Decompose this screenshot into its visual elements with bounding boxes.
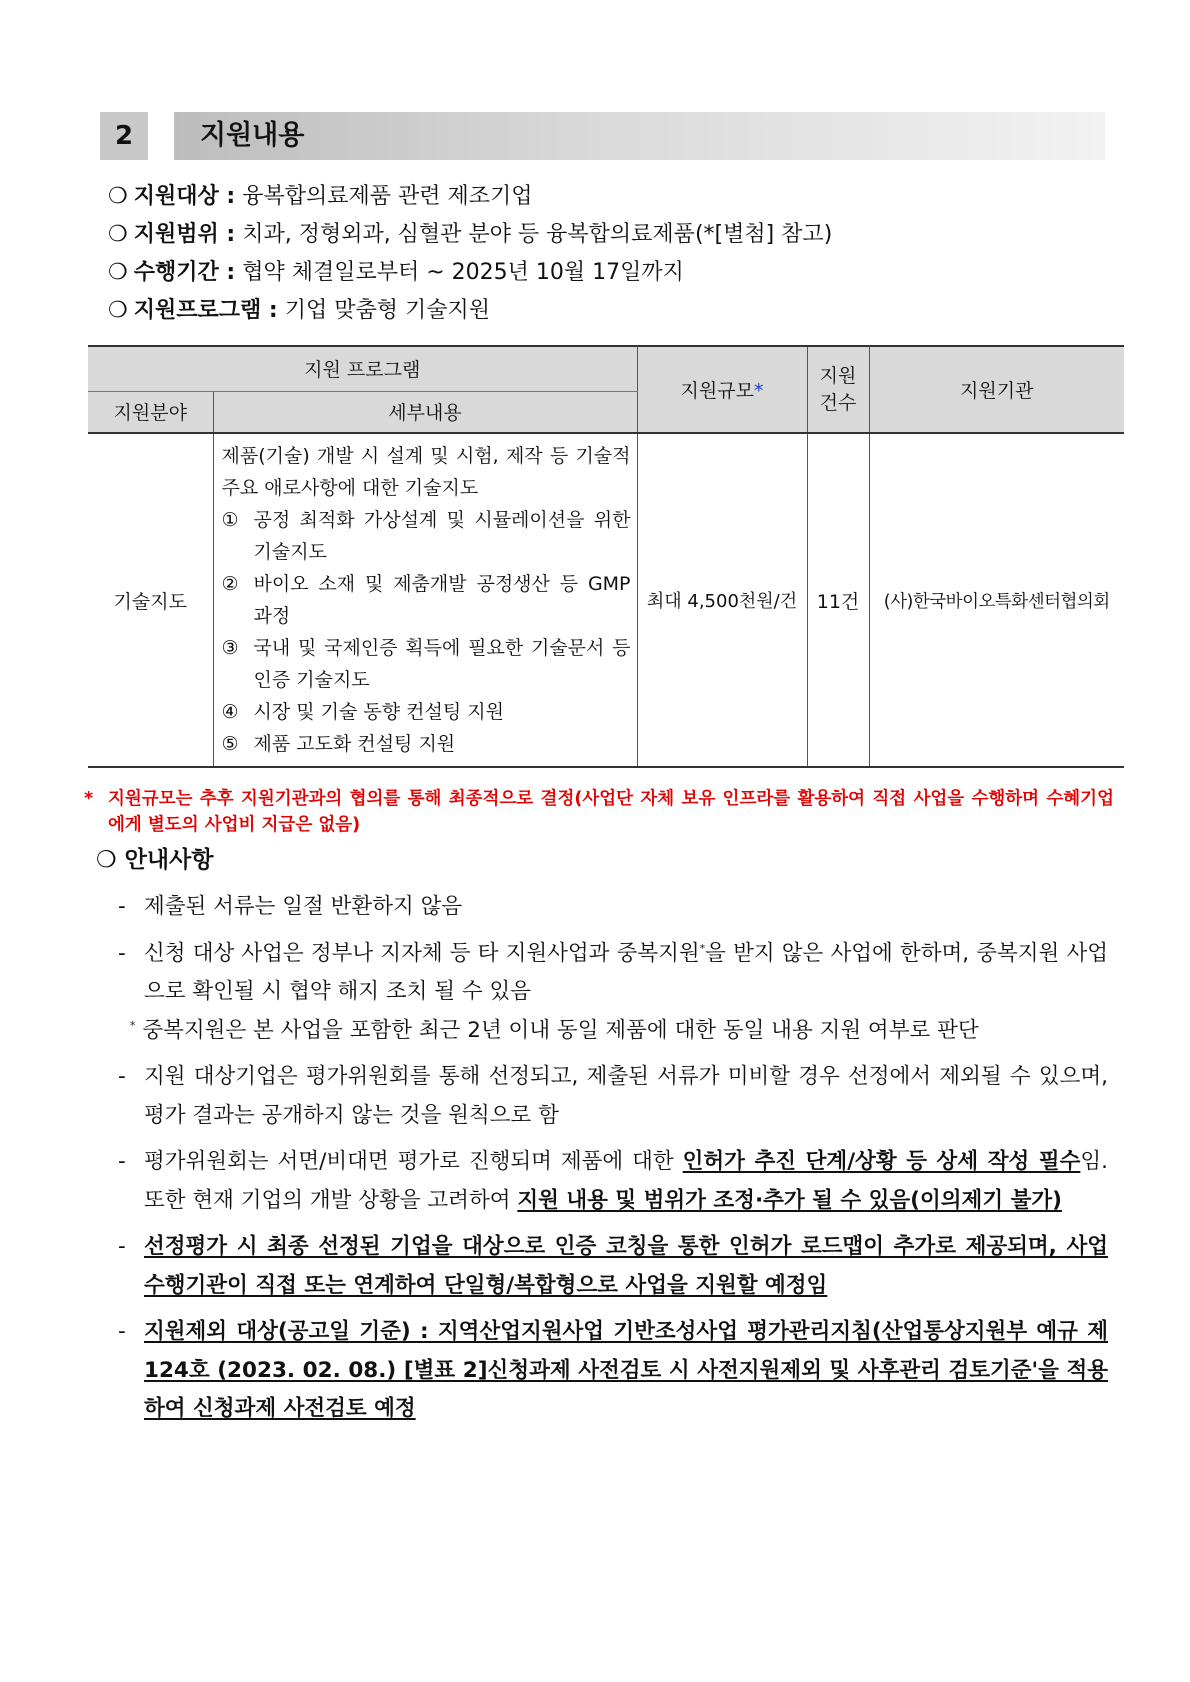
item-number: ③: [221, 637, 239, 659]
emphasis-text: 지원 내용 및 범위가 조정·추가 될 수 있음(이의제기 불가): [517, 1187, 1062, 1213]
header-scale-asterisk: *: [753, 380, 764, 402]
guide-heading: [96, 842, 214, 878]
bullet-text: 치과, 정형외과, 심혈관 분야 등 융복합의료제품(*[별첨] 참고): [235, 222, 833, 247]
circle-bullet-icon: ❍: [96, 847, 117, 873]
guide-item-text: 지원제외 대상(공고일 기준) : 지역산업지원사업 기반조성사업 평가관리지침(산업통상지원부 예규 제124호 (2023. 02. 08.) [별표 2]신청과제 사전검토 시 사전지원제외 및 사후관리 검토기준'을 적용하여 신청과제 사전검토 예정: [144, 1319, 1108, 1421]
bullet-label: 지원프로그램 :: [133, 298, 278, 323]
bullet-label: 지원대상 :: [133, 184, 236, 209]
item-text: 바이오 소재 및 제춤개발 공정생산 등 GMP 과정: [253, 573, 631, 627]
item-number: ①: [221, 509, 239, 531]
cell-detail: [213, 433, 637, 767]
text-part: 평가위원회는 서면/비대면 평가로 진행되며 제품에 대한: [144, 1149, 683, 1174]
support-program-table: [88, 345, 1124, 768]
guide-item: [118, 888, 1108, 927]
item-number: ④: [221, 701, 239, 723]
text-part: 을 받지 않은 사업에 한하며, 중복지원 사업으로 확인될 시 협약 해지 조치 될 수 있음: [144, 940, 1108, 1004]
bullet-text: 기업 맞춤형 기술지원: [277, 298, 490, 323]
cell-scale: 최대 4,500천원/건: [637, 433, 807, 767]
overview-list: [108, 178, 1108, 330]
emphasis-text: 인허가 추진 단계/상황 등 상세 작성 필수: [682, 1149, 1081, 1174]
detail-item: [222, 568, 631, 632]
item-text: 국내 및 국제인증 획득에 필요한 기술문서 등 인증 기술지도: [253, 637, 631, 691]
guide-item: [118, 1228, 1108, 1305]
guide-title: 안내사항: [124, 847, 214, 873]
scale-note: [84, 786, 1114, 838]
bullet-text: 융복합의료제품 관련 제조기업: [235, 184, 533, 209]
text-part: 중복지원은 본 사업을 포함한 최근 2년 이내 동일 제품에 대한 동일 내용 지원 여부로 판단: [135, 1017, 979, 1043]
cell-count: 11건: [807, 433, 869, 767]
item-text: 시장 및 기술 동향 컨설팅 지원: [253, 701, 504, 723]
footnote-mark: *: [699, 941, 706, 955]
dash-marker: -: [118, 894, 126, 919]
bullet-label: 수행기간 :: [133, 260, 236, 285]
section-header: [100, 112, 1105, 160]
text-part: 신청 대상 사업은 정부나 지자체 등 타 지원사업과 중복지원: [144, 940, 700, 966]
subnote-text: [130, 1012, 1108, 1051]
guide-item: [118, 1058, 1108, 1135]
guide-item-text: 선정평가 시 최종 선정된 기업을 대상으로 인증 코칭을 통한 인허가 로드맵이 추가로 제공되며, 사업 수행기관이 직접 또는 연계하여 단일형/복합형으로 사업을 지원할 예정임: [144, 1234, 1108, 1298]
item-text: 제품 고도화 컨설팅 지원: [253, 733, 456, 755]
detail-item: [222, 728, 631, 760]
header-count: [807, 346, 869, 433]
detail-item: [222, 696, 631, 728]
section-title: 지원내용: [200, 120, 305, 151]
dash-marker: -: [118, 1234, 126, 1259]
note-asterisk: *: [84, 789, 94, 809]
circle-bullet-icon: ❍: [108, 298, 128, 323]
guide-item-text: [144, 935, 1108, 1012]
header-agency: 지원기관: [869, 346, 1124, 433]
item-number: ⑤: [221, 733, 239, 755]
guide-item-text: [144, 1143, 1108, 1220]
guide-item: [118, 1313, 1108, 1429]
dash-marker: -: [118, 1149, 126, 1174]
bullet-target: [108, 178, 1108, 216]
circle-bullet-icon: ❍: [108, 222, 128, 247]
cell-field: 기술지도: [88, 433, 213, 767]
dash-marker: -: [118, 940, 126, 966]
bullet-program: [108, 292, 1108, 330]
footnote-mark: *: [130, 1018, 136, 1032]
dash-marker: -: [118, 1319, 126, 1344]
bullet-label: 지원범위 :: [133, 222, 236, 247]
header-program: 지원 프로그램: [88, 346, 637, 391]
header-count-line1: 지원: [819, 364, 857, 387]
header-field: 지원분야: [88, 391, 213, 433]
detail-item: [222, 632, 631, 696]
section-number: 2: [100, 112, 148, 160]
item-text: 공정 최적화 가상설계 및 시뮬레이션을 위한 기술지도: [253, 509, 631, 563]
cell-agency: (사)한국바이오특화센터협의회: [869, 433, 1124, 767]
dash-marker: -: [118, 1064, 126, 1089]
note-text: 지원규모는 추후 지원기관과의 협의를 통해 최종적으로 결정(사업단 자체 보유 인프라를 활용하여 직접 사업을 수행하며 수혜기업에게 별도의 사업비 지급은 없음): [108, 789, 1114, 835]
guide-item-text: 제출된 서류는 일절 반환하지 않음: [144, 894, 463, 919]
bullet-scope: [108, 216, 1108, 254]
item-number: ②: [221, 573, 239, 595]
circle-bullet-icon: ❍: [108, 184, 128, 209]
guide-item: [118, 1143, 1108, 1220]
header-scale: [637, 346, 807, 433]
guide-subnote: [118, 1012, 1108, 1051]
text-part: 임. 또한 현재 기업의 개발 상황을 고려하여: [144, 1149, 1108, 1213]
header-detail: 세부내용: [213, 391, 637, 433]
detail-item: [222, 504, 631, 568]
bullet-period: [108, 254, 1108, 292]
header-count-line2: 건수: [819, 391, 857, 414]
guide-item: [118, 935, 1108, 1012]
bullet-text: 협약 체결일로부터 ~ 2025년 10월 17일까지: [235, 260, 684, 285]
section-title-bar: [174, 112, 1105, 160]
circle-bullet-icon: ❍: [108, 260, 128, 285]
guide-list: [118, 888, 1108, 1437]
detail-intro: 제품(기술) 개발 시 설계 및 시험, 제작 등 기술적 주요 애로사항에 대한 기술지도: [221, 445, 631, 499]
guide-item-text: 지원 대상기업은 평가위원회를 통해 선정되고, 제출된 서류가 미비할 경우 선정에서 제외될 수 있으며, 평가 결과는 공개하지 않는 것을 원칙으로 함: [144, 1064, 1108, 1128]
header-scale-label: 지원규모: [680, 380, 754, 402]
